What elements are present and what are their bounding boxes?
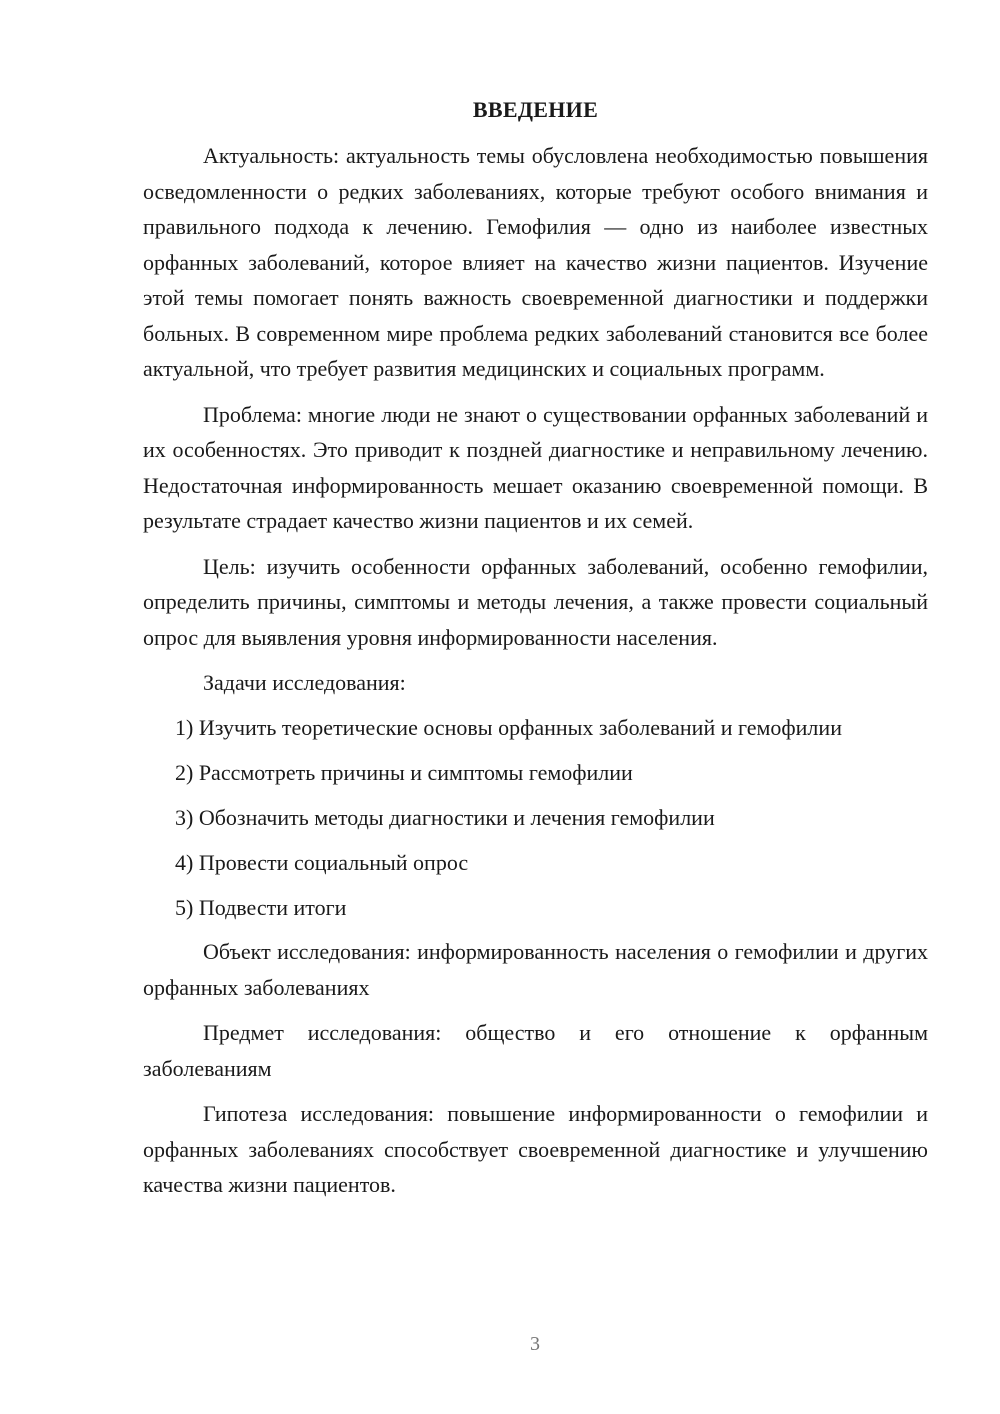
task-item: 3) Обозначить методы диагностики и лечения гемофилии — [175, 804, 715, 830]
document-page — [143, 95, 928, 1203]
paragraph-problem: Проблема: многие люди не знают о существовании орфанных заболеваний и их особенностях. Это приводит к поздней диагностике и неправильному лечению. Недостаточная информированность мешает оказанию своевременной помощи. В результате страдает качество жизни пациентов и их семей. — [143, 401, 928, 533]
paragraph-goal: Цель: изучить особенности орфанных заболеваний, особенно гемофилии, определить причины, симптомы и методы лечения, а также провести социальный опрос для выявления уровня информированности населения. — [143, 553, 928, 650]
paragraph-object: Объект исследования: информированность населения о гемофилии и других орфанных заболеваниях — [143, 939, 928, 1000]
task-item: 4) Провести социальный опрос — [175, 849, 469, 875]
paragraph-relevance: Актуальность: актуальность темы обусловлена необходимостью повышения осведомленности о редких заболеваниях, которые требуют особого внимания и правильного подхода к лечению. Гемофилия — одно из наиболее известных орфанных заболеваний, которое влияет на качество жизни пациентов. Изучение этой темы помогает понять важность своевременной диагностики и поддержки больных. В современном мире проблема редких заболеваний становится все более актуальной, что требует развития медицинских и социальных программ. — [143, 143, 928, 381]
page-title: ВВЕДЕНИЕ — [472, 97, 599, 122]
task-item: 1) Изучить теоретические основы орфанных заболеваний и гемофилии — [175, 714, 842, 740]
paragraph-subject: Предмет исследования: общество и его отношение к орфанным заболеваниям — [143, 1020, 928, 1081]
task-item: 2) Рассмотреть причины и симптомы гемофилии — [175, 759, 633, 785]
tasks-heading: Задачи исследования: — [203, 670, 406, 695]
task-list — [143, 710, 928, 926]
task-item: 5) Подвести итоги — [175, 894, 347, 920]
paragraph-hypothesis: Гипотеза исследования: повышение информированности о гемофилии и орфанных заболеваниях способствует своевременной диагностике и улучшению качества жизни пациентов. — [143, 1101, 928, 1197]
page-number: 3 — [530, 1333, 540, 1355]
